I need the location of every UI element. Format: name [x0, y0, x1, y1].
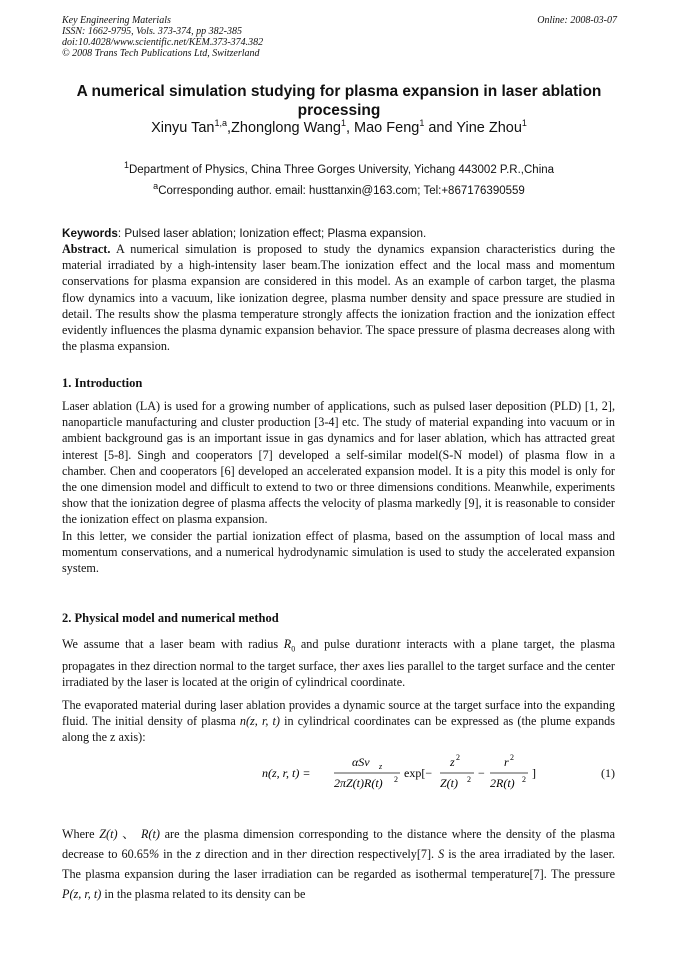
- math-symbol: τ: [396, 637, 401, 651]
- paper-title: A numerical simulation studying for plasma expansion in laser ablation processing: [76, 83, 602, 119]
- math-symbol: z: [195, 847, 201, 861]
- affiliation-marker: 1: [123, 160, 129, 171]
- paragraph: Laser ablation (LA) is used for a growing number of applications, such as pulsed laser deposition (PLD) [1, 2], nanoparticle manufacturing and cluster production [3-4] etc. The study of material expanding into vacuum or in ambient background gas is an important issue in gas dynamics and for laser ablation, which has attracted great interest [5-8]. Singh and cooperators [7] developed a self-similar model(S-N model) of plasma flow in a chamber. Chen and cooperators [6] developed an accelerated expansion model. It is a pity this model is only for the one dimension model and difficult to extend to two or three dimensions conditions. Meanwhile, experiments show that the ionization degree of plasma affects the velocity of plasma markedly [9], it is reasonable to consider the ionization effect on plasma expansion.: [62, 399, 615, 527]
- text-run: 、: [117, 827, 141, 841]
- paragraph: In this letter, we consider the partial ionization effect of plasma, based on the assumption of local mass and momentum conservations, and a numerical hydrodynamic simulation is used to study the accelerated expansion system.: [62, 528, 615, 576]
- section-heading-introduction: 1. Introduction: [62, 376, 143, 390]
- math-subscript: 0: [291, 644, 296, 654]
- equation-number: (1): [601, 766, 615, 780]
- author-affil-marker: 1: [419, 118, 425, 129]
- affiliation-text: Department of Physics, China Three Gorges University, Yichang 443002 P.R.,China: [128, 164, 555, 176]
- text-run: in cylindrical coordinates can be expressed as (the plume expands along the z axis):: [62, 714, 616, 745]
- math-symbol: r: [301, 847, 307, 861]
- math-symbol: n(z, r, t): [239, 714, 280, 729]
- corresponding-marker: a: [153, 181, 159, 192]
- author-name: Mao Feng: [354, 120, 420, 136]
- eq-coef-numerator-sub: z: [379, 762, 383, 771]
- doi-line: doi:10.4028/www.scientific.net/KEM.373-374.382: [62, 37, 264, 48]
- math-symbol: S: [438, 847, 445, 861]
- affiliation: [40, 160, 638, 177]
- eq-f2-numerator: r: [504, 755, 509, 769]
- eq-f2-denominator-sup: 2: [522, 775, 526, 784]
- model-paragraph-3: [62, 824, 615, 904]
- math-symbol: z: [145, 658, 151, 673]
- text-run: The evaporated material during laser ablation provides a dynamic source at the target surface into the expanding fluid. The initial density of plasma: [62, 698, 615, 729]
- text-run: is the area irradiated by the laser. The plasma expansion during the laser irradiation can be regarded as isothermal temperature[7]. The pressure: [62, 847, 616, 881]
- journal-header: [62, 15, 617, 59]
- math-symbol: r: [354, 658, 360, 673]
- journal-name: Key Engineering Materials: [62, 15, 171, 26]
- equation-1: [62, 750, 615, 796]
- math-symbol: %: [148, 847, 160, 861]
- introduction-body: [62, 398, 615, 576]
- issn-line: ISSN: 1662-9795, Vols. 373-374, pp 382-385: [62, 26, 242, 37]
- text-run: and pulse duration: [295, 637, 397, 651]
- eq-close-bracket: ]: [532, 766, 536, 780]
- author-separator: ,: [345, 120, 355, 136]
- model-paragraph-1: [62, 636, 615, 690]
- model-paragraph-2: [62, 697, 615, 746]
- text-run: in the: [159, 847, 196, 861]
- corresponding-author: [40, 181, 638, 198]
- text-run: direction normal to the target surface, the: [150, 658, 355, 673]
- text-run: axes lies parallel to the target surface and the center irradiated by the laser is located at the origin of cylindrical coordinate.: [62, 658, 615, 689]
- keywords-label: Keywords: [62, 227, 118, 240]
- text-run: direction and in the: [200, 847, 302, 861]
- corresponding-text: Corresponding author. email: husttanxin@163.com; Tel:+867176390559: [158, 185, 525, 197]
- abstract-label: Abstract.: [62, 242, 111, 256]
- author-affil-marker: 1: [340, 118, 346, 129]
- text-run: interacts with a plane target, the plasma propagates in the: [62, 637, 615, 673]
- online-date: Online: 2008-03-07: [537, 15, 617, 26]
- text-run: We assume that a laser beam with radius: [62, 637, 284, 651]
- eq-coef-numerator: αSv: [352, 755, 370, 769]
- author-affil-marker: 1: [521, 118, 527, 129]
- eq-coef-denominator: 2πZ(t)R(t): [334, 776, 383, 790]
- math-symbol: R(t): [140, 827, 160, 841]
- author-name: Zhonglong Wang: [231, 120, 341, 136]
- math-symbol: R: [283, 637, 292, 651]
- abstract-text: A numerical simulation is proposed to study the dynamics expansion characteristics during the material irradiated by a high-intensity laser beam.The ionization effect and the local mass and momentum conservations for plasma expansion are considered in this model. As an example of carbon target, the plasma flow dynamics into a vacuum, like ionization degree, plasma number density and space pressure are studied in detail. The results show the plasma temperature strongly affects the ionization fraction and the ionization effect evidently influences the plasma dynamic expansion behavior. The space pressure of plasma decreases along with the plasma expansion.: [62, 242, 615, 354]
- eq-exp: exp[−: [404, 766, 433, 780]
- eq-coef-denominator-sup: 2: [394, 775, 398, 784]
- eq-lhs: n(z, r, t) =: [262, 766, 311, 780]
- eq-minus: −: [478, 766, 485, 780]
- text-run: direction respectively[7].: [306, 847, 439, 861]
- eq-f2-denominator: 2R(t): [490, 776, 515, 790]
- eq-f1-denominator: Z(t): [440, 776, 458, 790]
- keywords-text: : Pulsed laser ablation; Ionization effect; Plasma expansion.: [117, 227, 427, 240]
- abstract: [62, 241, 615, 354]
- author-separator: ,: [227, 120, 232, 136]
- author-name: Yine Zhou: [456, 120, 522, 136]
- math-symbol: Z(t): [99, 827, 118, 841]
- equation-graphic: [262, 750, 552, 796]
- eq-f1-denominator-sup: 2: [467, 775, 471, 784]
- section-heading-model: 2. Physical model and numerical method: [62, 611, 279, 625]
- author-separator: and: [424, 120, 457, 136]
- math-symbol: P(z, r, t): [62, 887, 102, 901]
- keywords: [62, 226, 615, 241]
- text-run: are the plasma dimension corresponding to the distance where the density of the plasma decrease to 60.65: [62, 827, 615, 861]
- author-affil-marker: 1,a: [214, 118, 228, 129]
- copyright-line: © 2008 Trans Tech Publications Ltd, Switzerland: [62, 48, 260, 59]
- text-run: Where: [62, 827, 100, 841]
- author-name: Xinyu Tan: [151, 120, 215, 136]
- text-run: in the plasma related to its density can be: [101, 887, 306, 901]
- eq-f1-numerator-sup: 2: [456, 753, 460, 762]
- eq-f2-numerator-sup: 2: [510, 753, 514, 762]
- eq-f1-numerator: z: [450, 755, 455, 769]
- author-list: [40, 119, 638, 137]
